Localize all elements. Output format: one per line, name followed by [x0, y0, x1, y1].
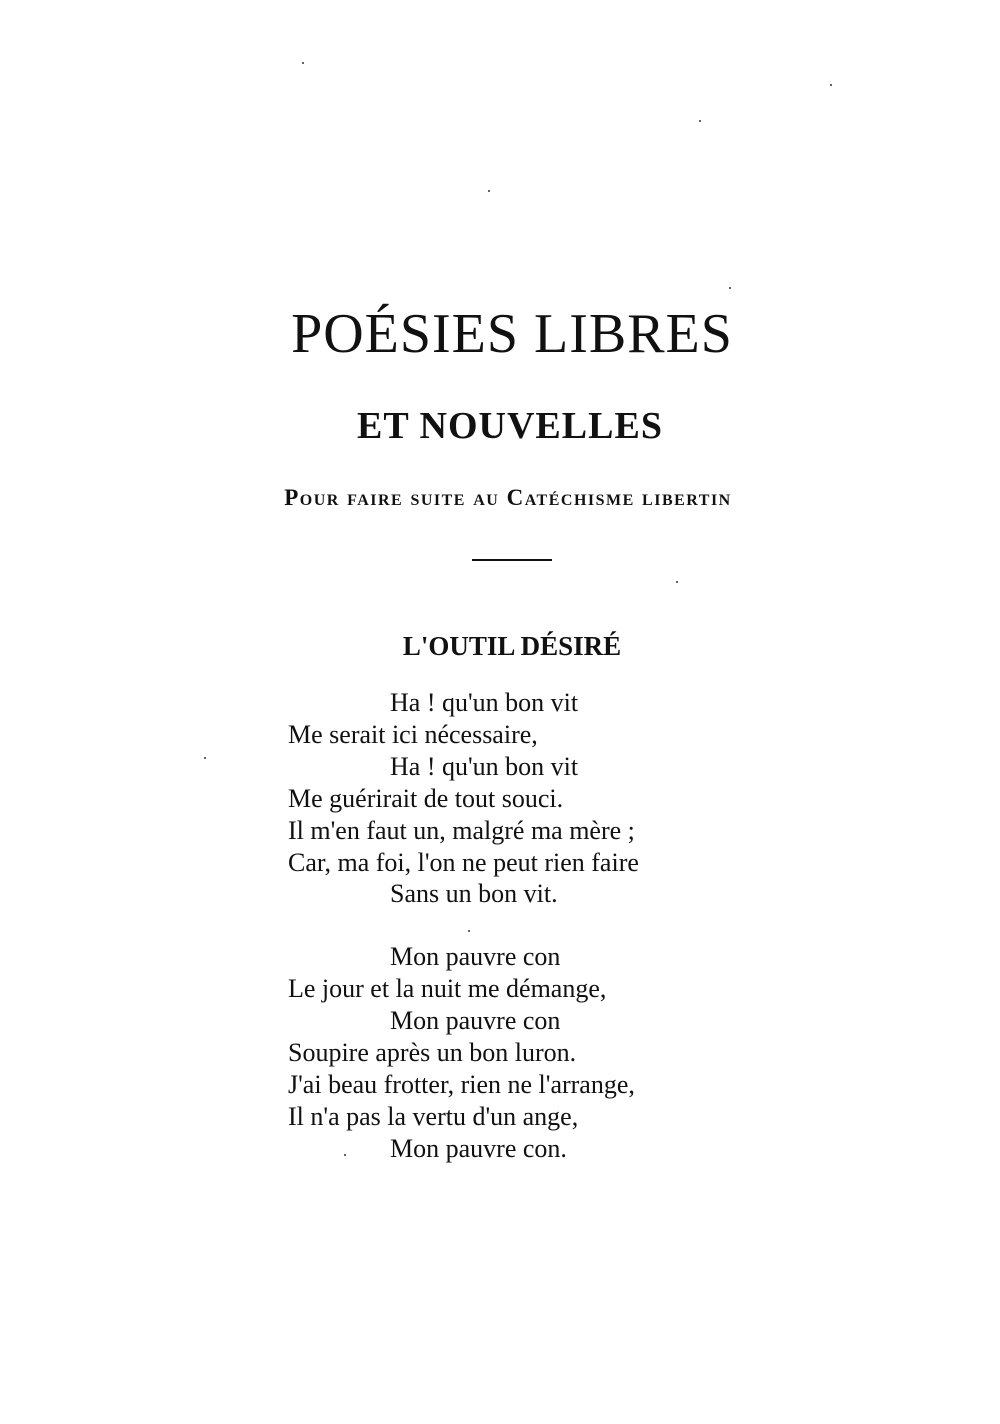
scan-speck [676, 581, 678, 583]
scan-speck [302, 62, 304, 64]
scan-speck [729, 287, 731, 289]
verse-text: Le jour et la nuit me démange, [288, 974, 607, 1003]
page-subtitle: ET NOUVELLES [357, 405, 663, 447]
scan-speck [468, 930, 470, 932]
verse-text: Ha ! qu'un bon vit [390, 688, 579, 717]
verse-text: Mon pauvre con. [390, 1134, 567, 1163]
section-divider [472, 559, 552, 561]
verse-text: Me guérirait de tout souci. [288, 784, 564, 813]
verse-text: J'ai beau frotter, rien ne l'arrange, [288, 1070, 635, 1099]
verse-text: Mon pauvre con [390, 942, 561, 971]
scan-speck [488, 190, 490, 192]
scan-speck [204, 757, 206, 759]
verse-text: Il m'en faut un, malgré ma mère ; [288, 816, 635, 845]
page-title: POÉSIES LIBRES [291, 303, 733, 365]
verse-text: Sans un bon vit. [390, 879, 558, 908]
verse-text: Mon pauvre con [390, 1006, 561, 1035]
verse-text: Ha ! qu'un bon vit [390, 752, 579, 781]
verse-text: Il n'a pas la vertu d'un ange, [288, 1102, 579, 1131]
verse-text: Soupire après un bon luron. [288, 1038, 577, 1067]
scan-speck [830, 84, 832, 86]
scan-speck [699, 120, 701, 122]
verse-text: Me serait ici nécessaire, [288, 720, 538, 749]
scan-speck [344, 1154, 346, 1156]
page-tagline: Pour faire suite au Catéchisme libertin [284, 485, 732, 510]
poem-title: L'OUTIL DÉSIRÉ [402, 631, 622, 661]
verse-text: Car, ma foi, l'on ne peut rien faire [288, 848, 639, 877]
